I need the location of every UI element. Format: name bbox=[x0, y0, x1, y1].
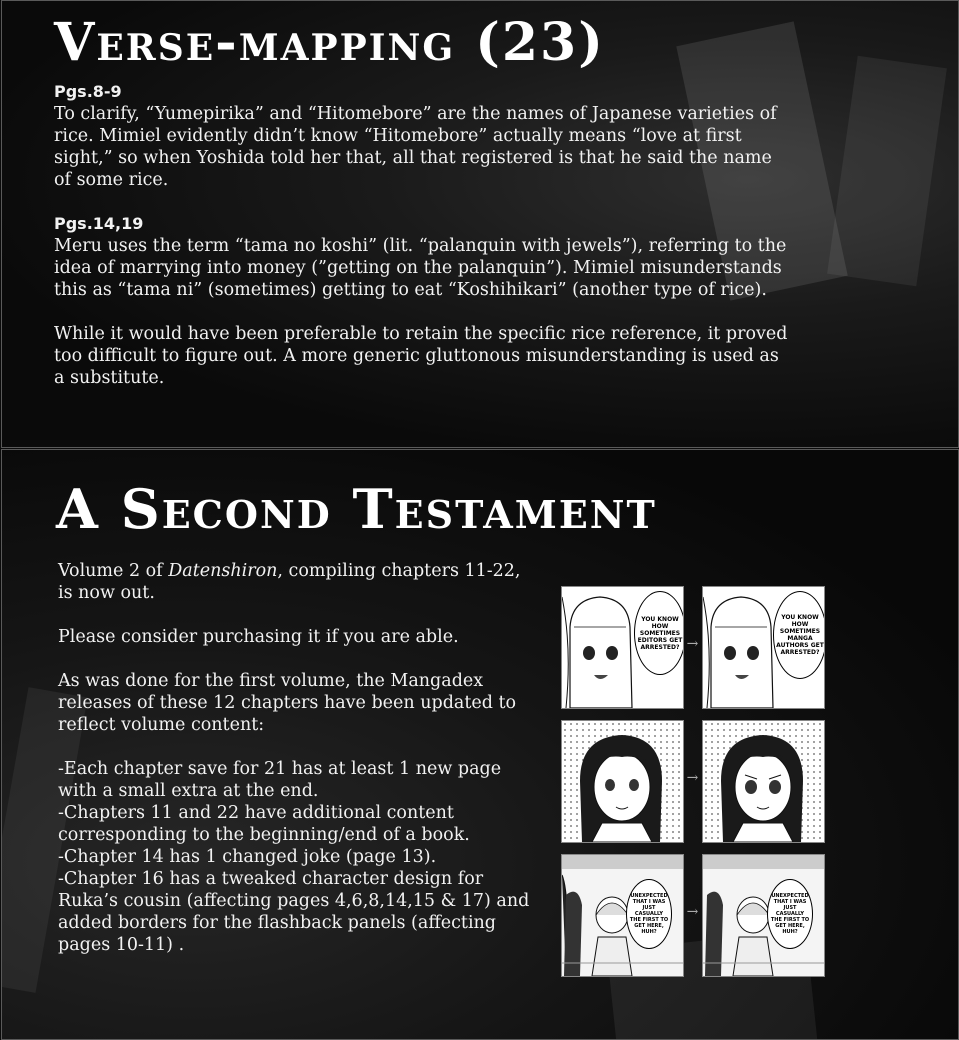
speech-bubble: YOU KNOW HOW SOMETIMES MANGA AUTHORS GET ARRESTED? bbox=[773, 591, 825, 679]
translation-notes bbox=[54, 81, 794, 389]
section-title: Verse-mapping (23) bbox=[54, 12, 605, 73]
series-title: Datenshiron bbox=[168, 561, 278, 581]
section-title: A Second Testament bbox=[56, 477, 657, 541]
background-rice-package bbox=[827, 56, 947, 286]
note-paragraph: While it would have been preferable to retain the specific rice reference, it proved too difficult to figure out. A more generic gluttonous misunderstanding is used as a substitute. bbox=[54, 324, 788, 388]
change-item: -Each chapter save for 21 has at least 1 new page with a small extra at the end. bbox=[58, 759, 502, 801]
arrow-icon: → bbox=[686, 904, 699, 920]
note-paragraph: Meru uses the term “tama no koshi” (lit. “palanquin with jewels”), referring to the idea of marrying into money (”getting on the palanquin”). Mimiel misunderstands this as “tama ni” (sometimes) getting to eat “Koshihikari” (another type of rice). bbox=[54, 236, 787, 300]
before-panel bbox=[561, 720, 684, 843]
after-panel bbox=[702, 586, 825, 709]
second-testament-panel bbox=[1, 449, 959, 1040]
speech-bubble: UNEXPECTED THAT I WAS JUST CASUALLY THE FIRST TO GET HERE, HUH? bbox=[767, 879, 813, 949]
change-item: -Chapter 16 has a tweaked character design for Ruka’s cousin (affecting pages 4,6,8,14,15 & 17) and added borders for the flashback panels (affecting pages 10-11) . bbox=[58, 869, 530, 955]
after-panel bbox=[702, 854, 825, 977]
before-panel bbox=[561, 854, 684, 977]
speech-bubble: YOU KNOW HOW SOMETIMES EDITORS GET ARRESTED? bbox=[634, 591, 684, 675]
before-panel bbox=[561, 586, 684, 709]
note-paragraph: To clarify, “Yumepirika” and “Hitomebore” are the names of Japanese varieties of rice. Mimiel evidently didn’t know “Hitomebore” actually means “love at first sight,” so when Yoshida told her that, all that registered is that he said the name of some rice. bbox=[54, 104, 777, 190]
comparison-row bbox=[561, 720, 825, 842]
purchase-request: Please consider purchasing it if you are able. bbox=[58, 627, 459, 647]
change-item: -Chapters 11 and 22 have additional content corresponding to the beginning/end of a book. bbox=[58, 803, 470, 845]
comparison-row bbox=[561, 586, 825, 708]
verse-mapping-panel bbox=[1, 0, 959, 448]
speech-bubble: UNEXPECTED THAT I WAS JUST CASUALLY THE FIRST TO GET HERE, HUH? bbox=[626, 879, 672, 949]
change-item: -Chapter 14 has 1 changed joke (page 13). bbox=[58, 847, 437, 867]
comparison-row bbox=[561, 854, 825, 976]
arrow-icon: → bbox=[686, 636, 699, 652]
note-heading: Pgs.14,19 bbox=[54, 214, 144, 233]
update-intro: As was done for the first volume, the Mangadex releases of these 12 chapters have been updated to reflect volume content: bbox=[58, 671, 517, 735]
note-heading: Pgs.8-9 bbox=[54, 82, 122, 101]
arrow-icon: → bbox=[686, 770, 699, 786]
after-panel bbox=[702, 720, 825, 843]
announcement-text bbox=[58, 560, 538, 956]
before-after-comparisons bbox=[561, 586, 825, 988]
volume-intro: Volume 2 of Datenshiron, compiling chapters 11-22, is now out. bbox=[58, 561, 521, 603]
